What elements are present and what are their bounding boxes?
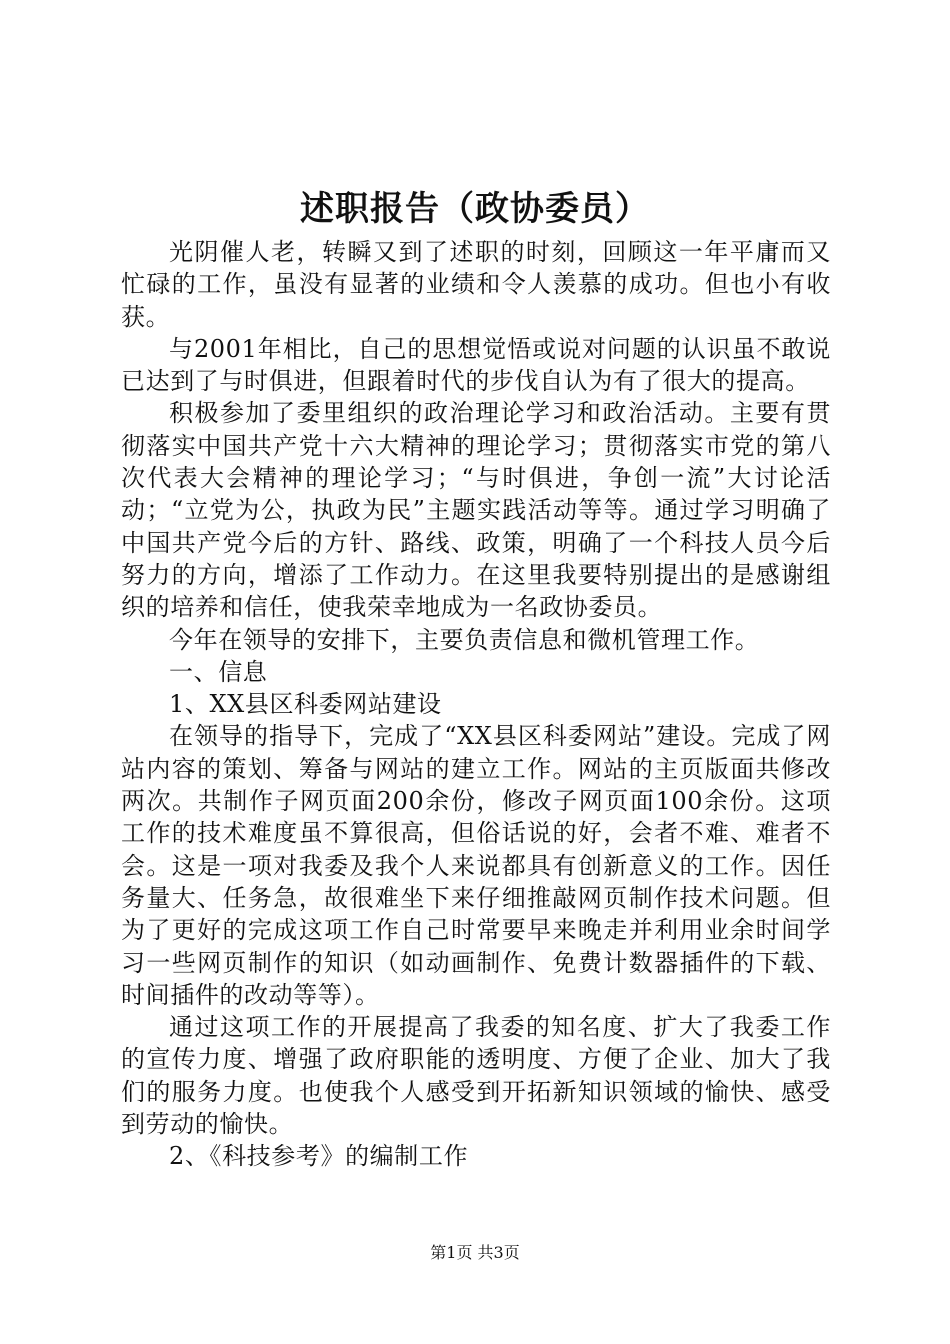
paragraph-comparison: 与2001年相比，自己的思想觉悟或说对问题的认识虽不敢说已达到了与时俱进，但跟着时代的步伐自认为有了很大的提高。 [121,334,831,396]
paragraph-website: 在领导的指导下，完成了“XX县区科委网站”建设。完成了网站内容的策划、筹备与网站的建立工作。网站的主页版面共修改两次。共制作子网页面200余份，修改子网页面100余份。这项工作的技术难度虽不算很高，但俗话说的好，会者不难、难者不会。这是一项对我委及我个人来说都具有创新意义的工作。因任务量大、任务急，故很难坐下来仔细推敲网页制作技术问题。但为了更好的完成这项工作自己时常要早来晚走并利用业余时间学习一些网页制作的知识（如动画制作、免费计数器插件的下载、时间插件的改动等等）。 [121,722,831,1009]
paragraph-study: 积极参加了委里组织的政治理论学习和政治活动。主要有贯彻落实中国共产党十六大精神的理论学习；贯彻落实市党的第八次代表大会精神的理论学习；“与时俱进，争创一流”大讨论活动；“立党为公，执政为民”主题实践活动等等。通过学习明确了中国共产党今后的方针、路线、政策，明确了一个科技人员今后努力的方向，增添了工作动力。在这里我要特别提出的是感谢组织的培养和信任，使我荣幸地成为一名政协委员。 [121,399,831,622]
paragraph-results: 通过这项工作的开展提高了我委的知名度、扩大了我委工作的宣传力度、增强了政府职能的透明度、方便了企业、加大了我们的服务力度。也使我个人感受到开拓新知识领域的愉快、感受到劳动的愉快。 [121,1013,831,1139]
subheading-website: 1、XX县区科委网站建设 [169,690,442,719]
subheading-reference: 2、《科技参考》的编制工作 [169,1142,469,1171]
document-title: 述职报告（政协委员） [300,189,650,229]
document-body [121,236,831,1173]
page-number: 第1页 共3页 [430,1243,520,1262]
paragraph-intro: 光阴催人老，转瞬又到了述职的时刻，回顾这一年平庸而又忙碌的工作，虽没有显著的业绩和令人羡慕的成功。但也小有收获。 [121,238,831,331]
section-heading-info: 一、信息 [169,657,268,686]
paragraph-duties: 今年在领导的安排下，主要负责信息和微机管理工作。 [169,625,760,654]
